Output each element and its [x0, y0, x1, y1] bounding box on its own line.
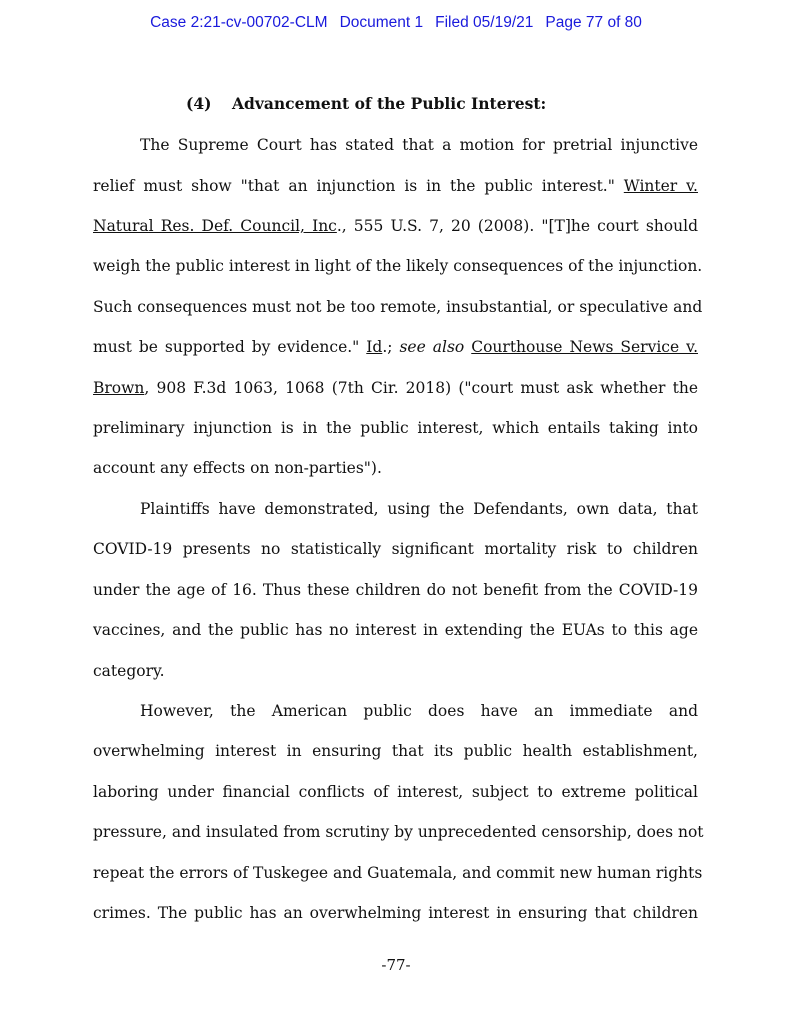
p2-line-2: COVID-19 presents no statistically significant mortality risk to children	[93, 540, 698, 558]
p1-line-7	[93, 378, 698, 398]
case-citation: Brown	[93, 379, 145, 397]
p2-line-3: under the age of 16. Thus these children do not benefit from the COVID-19	[93, 581, 698, 599]
p1-line-4: weigh the public interest in light of the likely consequences of the injunction.	[93, 257, 703, 275]
case-citation: Winter v.	[623, 177, 698, 195]
p2-line-1: Plaintiffs have demonstrated, using the Defendants, own data, that	[140, 500, 698, 518]
p1-line-1: The Supreme Court has stated that a motion for pretrial injunctive	[140, 136, 698, 154]
p3-line-5: repeat the errors of Tuskegee and Guatemala, and commit new human rights	[93, 864, 703, 882]
text-span: , 908 F.3d 1063, 1068 (7th Cir. 2018) ("court must ask whether the	[144, 379, 698, 397]
case-number: Case 2:21-cv-00702-CLM	[150, 14, 328, 31]
text-span: relief must show "that an injunction is in the public interest."	[93, 177, 624, 195]
p1-line-9: account any effects on non-parties").	[93, 459, 382, 477]
page-number: -77-	[381, 956, 411, 974]
p3-line-6: crimes. The public has an overwhelming interest in ensuring that children	[93, 904, 698, 922]
case-header	[0, 14, 792, 32]
page-indicator: Page 77 of 80	[545, 14, 642, 31]
case-citation: Natural Res. Def. Council, Inc	[93, 217, 337, 235]
p3-line-1: However, the American public does have an immediate and	[140, 702, 698, 720]
case-citation: Id	[366, 338, 383, 356]
p1-line-8: preliminary injunction is in the public interest, which entails taking into	[93, 419, 698, 437]
section-number: (4)	[186, 94, 212, 113]
section-title: Advancement of the Public Interest:	[232, 94, 547, 113]
case-citation: Courthouse News Service v.	[471, 338, 698, 356]
p1-line-3	[93, 216, 698, 236]
text-span: .;	[382, 338, 400, 356]
text-span: ., 555 U.S. 7, 20 (2008). "[T]he court should	[336, 217, 698, 235]
p3-line-2: overwhelming interest in ensuring that its public health establishment,	[93, 742, 698, 760]
p2-line-5: category.	[93, 662, 165, 680]
section-heading	[186, 94, 546, 113]
signal-phrase: see also	[399, 338, 465, 356]
p3-line-4: pressure, and insulated from scrutiny by unprecedented censorship, does not	[93, 823, 704, 841]
p1-line-2	[93, 176, 698, 196]
p3-line-3: laboring under financial conflicts of interest, subject to extreme political	[93, 783, 698, 801]
text-span: must be supported by evidence."	[93, 338, 367, 356]
p1-line-6	[93, 337, 698, 357]
filed-date: Filed 05/19/21	[435, 14, 534, 31]
p2-line-4: vaccines, and the public has no interest in extending the EUAs to this age	[93, 621, 698, 639]
document-number: Document 1	[339, 14, 424, 31]
p1-line-5: Such consequences must not be too remote, insubstantial, or speculative and	[93, 298, 703, 316]
